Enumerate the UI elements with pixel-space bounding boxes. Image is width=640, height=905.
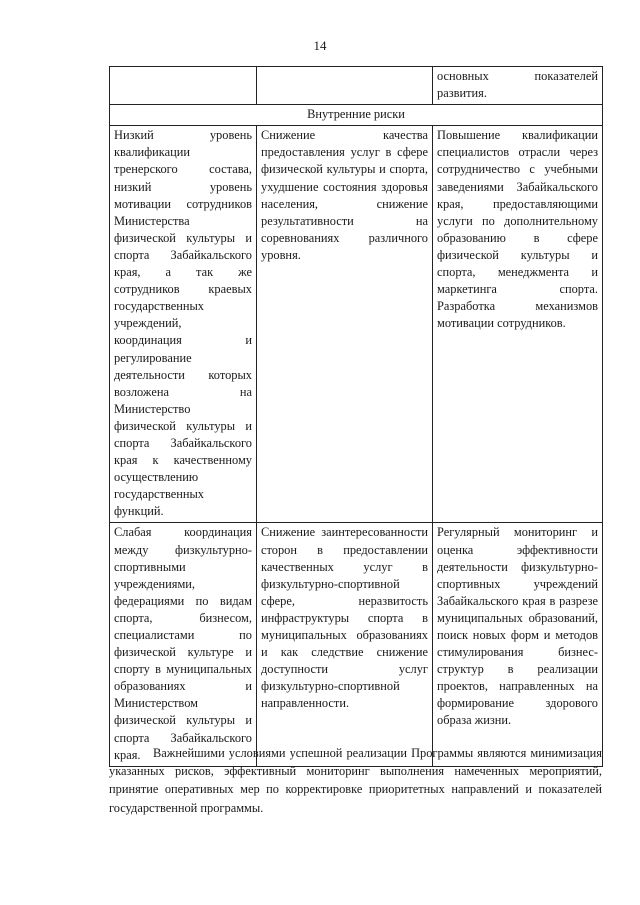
- table-row-continuation: [110, 67, 603, 105]
- cell-measures: Повышение квалификации специалистов отрасли через сотрудничество с учебными заведениями Забайкальского края, предоставляющими услуги по дополнительному образованию в сфере физической культуры и спорта, менеджмента и маркетинга спорта. Разработка механизмов мотивации сотрудников.: [433, 126, 603, 523]
- cell-consequence: Снижение качества предоставления услуг в сфере физической культуры и спорта, ухудшение состояния здоровья населения, снижение результативности на соревнованиях различного уровня.: [257, 126, 433, 523]
- cell-consequence: Снижение заинтересованности сторон в предоставлении качественных услуг в физкультурно-спортивной сфере, неразвитость инфраструктуры спорта в муниципальных образованиях и как следствие снижение доступности услуг физкультурно-спортивной направленности.: [257, 523, 433, 766]
- section-header-internal-risks: Внутренние риски: [110, 105, 603, 126]
- cell-risk: Слабая координация между физкультурно-спортивными учреждениями, федерациями по видам спорта, бизнесом, специалистами по физической культуре и спорту в муниципальных образованиях и Министерством физической культуры и спорта Забайкальского края.: [110, 523, 257, 766]
- cell-measures: основных показателей развития.: [433, 67, 603, 105]
- cell-consequence: [257, 67, 433, 105]
- table-row: [110, 126, 603, 523]
- table-row: [110, 523, 603, 766]
- page-number: 14: [313, 38, 327, 53]
- section-header-row: [110, 105, 603, 126]
- cell-risk: [110, 67, 257, 105]
- closing-paragraph: Важнейшими условиями успешной реализации Программы являются минимизация указанных рисков, эффективный мониторинг выполнения намеченных мероприятий, принятие оперативных мер по корректировке приоритетных направлений и показателей государственной программы.: [109, 746, 602, 815]
- cell-measures: Регулярный мониторинг и оценка эффективности деятельности физкультурно-спортивных учреждений Забайкальского края в разрезе муниципальных образований, поиск новых форм и методов стимулирования бизнес-структур в реализации проектов, направленных на формирование здорового образа жизни.: [433, 523, 603, 766]
- risk-table: [109, 66, 603, 767]
- cell-risk: Низкий уровень квалификации тренерского состава, низкий уровень мотивации сотрудников Министерства физической культуры и спорта Забайкальского края, а так же сотрудников краевых государственных учреждений, координация и регулирование деятельности которых возложена на Министерство физической культуры и спорта Забайкальского края к качественному осуществлению государственных функций.: [110, 126, 257, 523]
